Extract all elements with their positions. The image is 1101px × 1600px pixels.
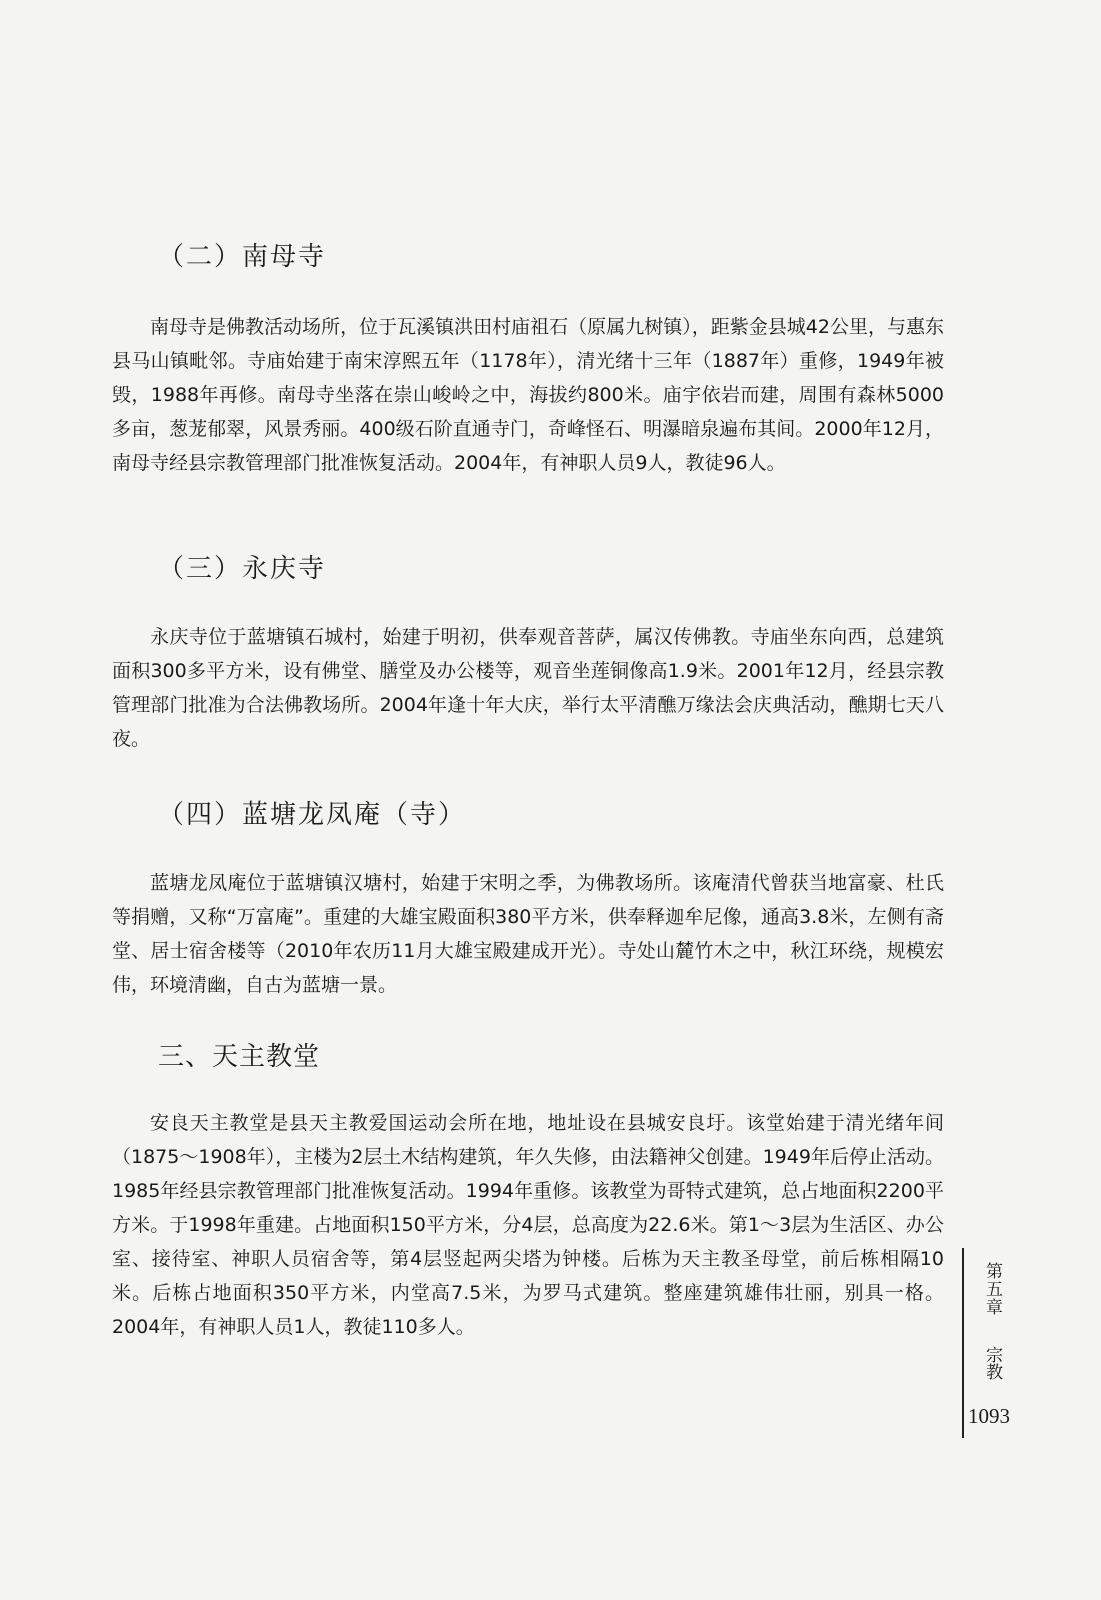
paragraph-longfeng-nunnery: 蓝塘龙凤庵位于蓝塘镇汉塘村，始建于宋明之季，为佛教场所。该庵清代曾获当地富豪、杜氏等捐赠，又称“万富庵”。重建的大雄宝殿面积380平方米，供奉释迦牟尼像，通高3.8米，左侧有斋堂、居士宿舍楼等（2010年农历11月大雄宝殿建成开光）。寺处山麓竹木之中，秋江环绕，规模宏伟，环境清幽，自古为蓝塘一景。 (112, 872, 944, 996)
paragraph-catholic-church: 安良天主教堂是县天主教爱国运动会所在地，地址设在县城安良圩。该堂始建于清光绪年间（1875～1908年），主楼为2层土木结构建筑，年久失修，由法籍神父创建。1949年后停止活动。1985年经县宗教管理部门批准恢复活动。1994年重修。该教堂为哥特式建筑，总占地面积2200平方米。于1998年重建。占地面积150平方米，分4层，总高度为22.6米。第1～3层为生活区、办公室、接待室、神职人员宿舍等，第4层竖起两尖塔为钟楼。后栋为天主教圣母堂，前后栋相隔10米。后栋占地面积350平方米，内堂高7.5米，为罗马式建筑。整座建筑雄伟壮丽，别具一格。2004年，有神职人员1人，教徒110多人。 (112, 1112, 944, 1338)
section-heading-yongqing-temple: （三）永庆寺 (158, 554, 327, 584)
margin-chapter-label: 第五章 (982, 1262, 1002, 1316)
section-heading-nanmu-temple: （二）南母寺 (158, 242, 327, 272)
paragraph-nanmu-temple: 南母寺是佛教活动场所，位于瓦溪镇洪田村庙祖石（原属九树镇），距紫金县城42公里，与惠东县马山镇毗邻。寺庙始建于南宋淳熙五年（1178年），清光绪十三年（1887年）重修，1949年被毁，1988年再修。南母寺坐落在崇山峻岭之中，海拔约800米。庙宇依岩而建，周围有森林5000多亩，葱茏郁翠，风景秀丽。400级石阶直通寺门，奇峰怪石、明瀑暗泉遍布其间。2000年12月，南母寺经县宗教管理部门批准恢复活动。2004年，有神职人员9人，教徒96人。 (112, 316, 944, 474)
section-heading-longfeng-nunnery: （四）蓝塘龙凤庵（寺） (158, 800, 467, 830)
paragraph-yongqing-temple: 永庆寺位于蓝塘镇石城村，始建于明初，供奉观音菩萨，属汉传佛教。寺庙坐东向西，总建筑面积300多平方米，设有佛堂、膳堂及办公楼等，观音坐莲铜像高1.9米。2001年12月，经县宗教管理部门批准为合法佛教场所。2004年逢十年大庆，举行太平清醮万缘法会庆典活动，醮期七天八夜。 (112, 626, 944, 750)
margin-subject-label: 宗教 (982, 1346, 1002, 1380)
margin-divider (962, 1248, 964, 1438)
page-number: 1093 (968, 1404, 1010, 1428)
section-heading-catholic-church: 三、天主教堂 (158, 1042, 321, 1072)
